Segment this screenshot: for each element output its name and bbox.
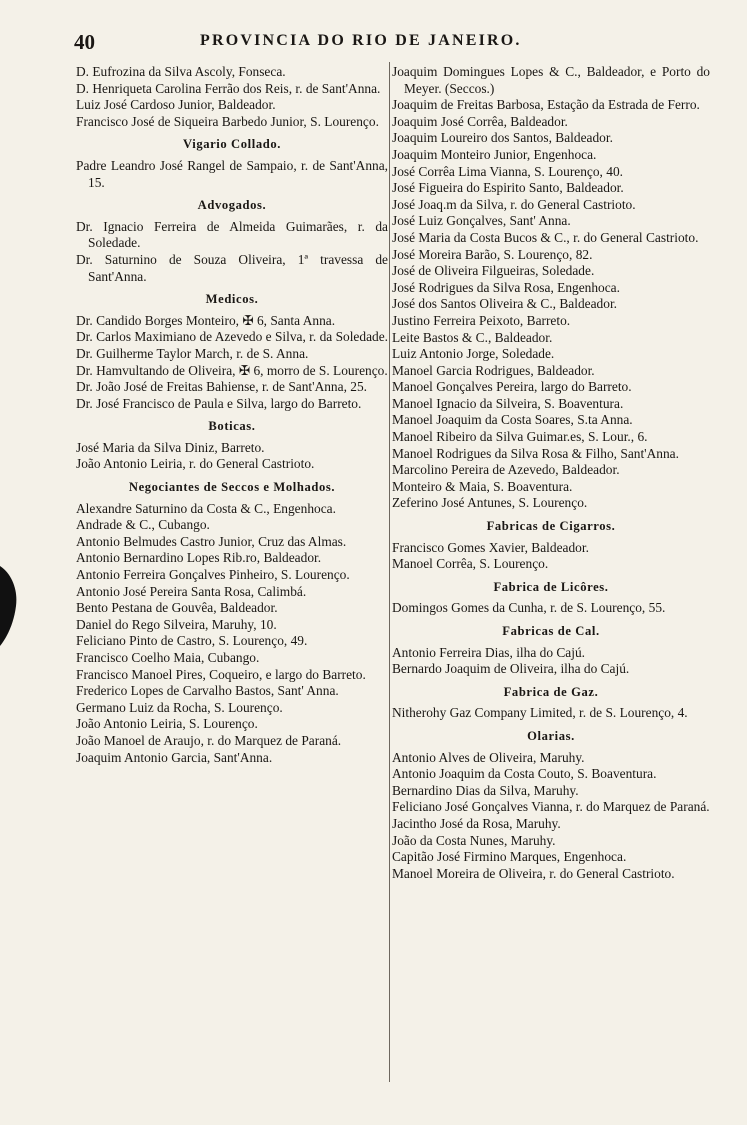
directory-entry: Joaquim Monteiro Junior, Engenhoca. [392,146,597,162]
directory-entry: Joaquim Domingues Lopes & C., Baldeador, e Porto do Meyer. (Seccos.) [392,64,710,96]
directory-entry: Joaquim Loureiro dos Santos, Baldeador. [392,130,613,146]
directory-entry: Manoel Rodrigues da Silva Rosa & Filho, Sant'Anna. [392,445,679,461]
directory-entry: Joaquim José Corrêa, Baldeador. [392,113,568,129]
directory-entry: Antonio Belmudes Castro Junior, Cruz das Almas. [76,533,347,549]
directory-entry: Dr. Carlos Maximiano de Azevedo e Silva, r. da Soledade. [76,329,389,345]
section-heading: Boticas. [208,419,256,434]
directory-entry: Dr. Candido Borges Monteiro, ✠ 6, Santa Anna. [76,312,336,328]
directory-entry: Monteiro & Maia, S. Boaventura. [392,478,573,494]
directory-entry: José de Oliveira Filgueiras, Soledade. [392,263,595,279]
directory-entry: Bernardo Joaquim de Oliveira, ilha do Cajú. [392,661,630,677]
directory-entry: José Rodrigues da Silva Rosa, Engenhoca. [392,279,620,295]
directory-entry: Antonio Alves de Oliveira, Maruhy. [392,749,585,765]
section-heading: Fabricas de Cigarros. [486,519,616,534]
directory-entry: Joaquim Antonio Garcia, Sant'Anna. [76,749,273,765]
directory-entry: Luiz Antonio Jorge, Soledade. [392,346,555,362]
left-column [76,64,388,766]
directory-entry: Manoel Ignacio da Silveira, S. Boaventura. [392,395,624,411]
directory-entry: Leite Bastos & C., Baldeador. [392,329,553,345]
directory-entry: Antonio Bernardino Lopes Rib.ro, Baldeador. [76,550,322,566]
section-heading: Fabrica de Gaz. [503,684,599,699]
directory-entry: Andrade & C., Cubango. [76,517,210,533]
directory-entry: Frederico Lopes de Carvalho Bastos, Sant' Anna. [76,683,339,699]
directory-entry: Capitão José Firmino Marques, Engenhoca. [392,849,627,865]
directory-entry: Francisco José de Siqueira Barbedo Junior, S. Lourenço. [76,113,379,129]
directory-entry: D. Eufrozina da Silva Ascoly, Fonseca. [76,64,286,79]
directory-entry: Antonio Ferreira Gonçalves Pinheiro, S. Lourenço. [76,567,350,583]
directory-entry: Dr. José Francisco de Paula e Silva, largo do Barreto. [76,395,362,411]
directory-entry: Joaquim de Freitas Barbosa, Estação da Estrada de Ferro. [392,97,700,113]
directory-entry: Bento Pestana de Gouvêa, Baldeador. [76,600,278,616]
directory-entry: Feliciano José Gonçalves Vianna, r. do Marquez de Paraná. [392,799,710,815]
directory-entry: Luiz José Cardoso Junior, Baldeador. [76,97,276,113]
page-number: 40 [74,30,95,54]
directory-entry: Feliciano Pinto de Castro, S. Lourenço, 49. [76,633,308,649]
directory-entry: José Maria da Costa Bucos & C., r. do General Castrioto. [392,229,699,245]
directory-entry: Manoel Corrêa, S. Lourenço. [392,556,549,572]
column-divider [389,62,390,1082]
section-heading: Negociantes de Seccos e Molhados. [128,480,336,495]
directory-entry: Justino Ferreira Peixoto, Barreto. [392,312,571,328]
directory-entry: Antonio Joaquim da Costa Couto, S. Boaventura. [392,766,657,782]
directory-entry: José dos Santos Oliveira & C., Baldeador. [392,296,618,312]
directory-entry: Manoel Garcia Rodrigues, Baldeador. [392,362,595,378]
section-heading: Vigario Collado. [183,137,281,152]
directory-entry: João Antonio Leiria, r. do General Castrioto. [76,456,315,472]
section-heading: Fabrica de Licôres. [493,579,609,594]
section-heading: Advogados. [197,198,267,213]
directory-entry: Antonio Ferreira Dias, ilha do Cajú. [392,644,586,660]
directory-entry: José Joaq.m da Silva, r. do General Castrioto. [392,196,636,212]
section-heading: Medicos. [205,292,259,307]
directory-entry: João da Costa Nunes, Maruhy. [392,832,556,848]
directory-entry: Francisco Coelho Maia, Cubango. [76,650,260,665]
directory-entry: Marcolino Pereira de Azevedo, Baldeador. [392,462,620,478]
directory-entry: Nitherohy Gaz Company Limited, r. de S. Lourenço, 4. [392,705,688,721]
directory-entry: Zeferino José Antunes, S. Lourenço. [392,495,588,511]
directory-entry: Dr. João José de Freitas Bahiense, r. de Sant'Anna, 25. [76,379,368,395]
directory-entry: Dr. Hamvultando de Oliveira, ✠ 6, morro de S. Lourenço. [76,362,388,378]
directory-entry: João Manoel de Araujo, r. do Marquez de Paraná. [76,732,342,748]
section-heading: Olarias. [527,728,575,743]
running-title: PROVINCIA DO RIO DE JANEIRO. [200,32,522,49]
directory-entry: Francisco Manoel Pires, Coqueiro, e largo do Barreto. [76,666,366,682]
directory-entry: Domingos Gomes da Cunha, r. de S. Lourenço, 55. [392,600,666,616]
directory-entry: José Figueira do Espirito Santo, Baldeador. [392,180,624,196]
directory-entry: Manoel Joaquim da Costa Soares, S.ta Anna. [392,412,633,428]
directory-entry: Jacintho José da Rosa, Maruhy. [392,815,561,831]
directory-entry: Daniel do Rego Silveira, Maruhy, 10. [76,616,277,632]
directory-entry: Francisco Gomes Xavier, Baldeador. [392,539,589,555]
directory-entry: Antonio José Pereira Santa Rosa, Calimbá. [76,583,307,599]
directory-entry: D. Henriqueta Carolina Ferrão dos Reis, r. de Sant'Anna. [76,80,381,96]
directory-entry: Bernardino Dias da Silva, Maruhy. [392,782,579,798]
directory-entry: Manoel Ribeiro da Silva Guimar.es, S. Lour., 6. [392,429,648,445]
right-column [392,64,710,882]
directory-entry: José Luiz Gonçalves, Sant' Anna. [392,213,571,229]
directory-entry: Dr. Saturnino de Souza Oliveira, 1ª travessa de Sant'Anna. [76,251,388,284]
directory-entry: Manoel Moreira de Oliveira, r. do General Castrioto. [392,865,675,881]
section-heading: Fabricas de Cal. [502,624,600,638]
directory-entry: Manoel Gonçalves Pereira, largo do Barreto. [392,379,632,395]
directory-entry: Dr. Ignacio Ferreira de Almeida Guimarães, r. da Soledade. [76,218,388,251]
directory-entry: José Corrêa Lima Vianna, S. Lourenço, 40. [392,163,623,179]
directory-entry: Germano Luiz da Rocha, S. Lourenço. [76,699,283,715]
directory-entry: Padre Leandro José Rangel de Sampaio, r. de Sant'Anna, 15. [76,157,388,190]
page-header [0,30,747,56]
directory-entry: João Antonio Leiria, S. Lourenço. [76,716,258,732]
directory-entry: Alexandre Saturnino da Costa & C., Engenhoca. [76,500,336,516]
binding-shadow-mark [0,560,22,650]
directory-entry: Dr. Guilherme Taylor March, r. de S. Anna. [76,345,309,361]
directory-entry: José Maria da Silva Diniz, Barreto. [76,439,265,455]
directory-entry: José Moreira Barão, S. Lourenço, 82. [392,246,593,262]
